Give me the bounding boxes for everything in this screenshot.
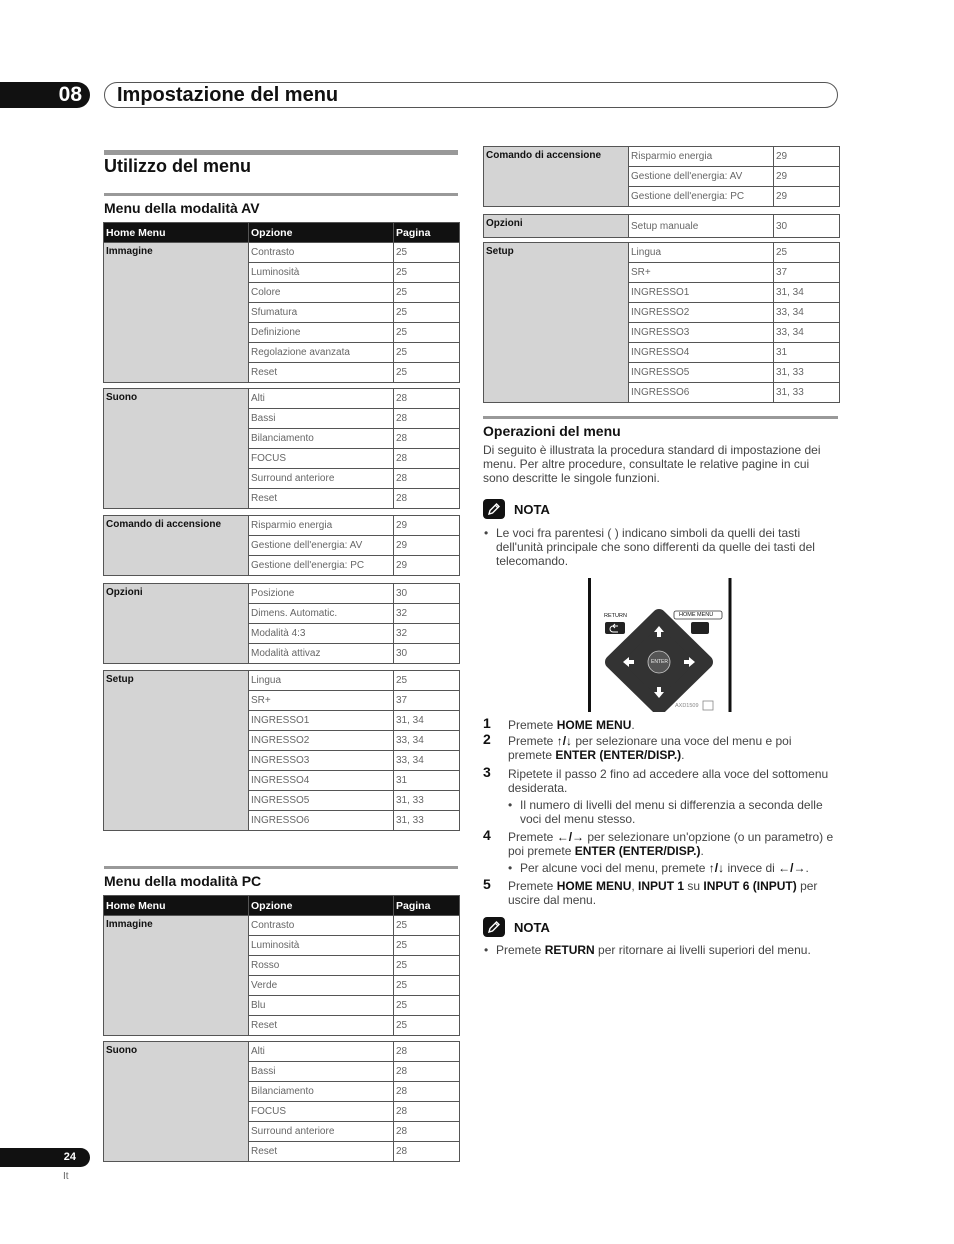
- menu-page: 31: [774, 343, 840, 363]
- menu-category: Opzioni: [484, 215, 629, 238]
- menu-option: Sfumatura: [249, 303, 394, 323]
- menu-page: 37: [394, 691, 460, 711]
- table-row: [484, 147, 840, 167]
- menu-table: [103, 1041, 460, 1162]
- menu-page: 25: [394, 343, 460, 363]
- table-row: [484, 215, 840, 238]
- menu-option: Reset: [249, 489, 394, 509]
- table-header-cell: Home Menu: [104, 896, 249, 916]
- menu-option: Setup manuale: [629, 215, 774, 238]
- menu-category: Opzioni: [104, 584, 249, 664]
- menu-option: INGRESSO4: [249, 771, 394, 791]
- menu-option: Surround anteriore: [249, 1122, 394, 1142]
- menu-option: Modalità attivaz: [249, 644, 394, 664]
- subsection-rule: [104, 866, 458, 869]
- menu-page: 29: [774, 147, 840, 167]
- menu-page: 29: [774, 187, 840, 207]
- menu-option: INGRESSO5: [249, 791, 394, 811]
- av-menu-title: Menu della modalità AV: [104, 200, 260, 216]
- menu-page: 31, 33: [394, 811, 460, 831]
- menu-page: 28: [394, 1142, 460, 1162]
- menu-option: Posizione: [249, 584, 394, 604]
- menu-option: Gestione dell'energia: AV: [249, 536, 394, 556]
- table-row: [104, 516, 460, 536]
- menu-page: 31: [394, 771, 460, 791]
- menu-option: Risparmio energia: [629, 147, 774, 167]
- menu-page: 25: [394, 996, 460, 1016]
- menu-page: 31, 33: [774, 383, 840, 403]
- step-3-note: • Il numero di livelli del menu si differenzia a seconda delle voci del menu stesso.: [508, 798, 823, 826]
- menu-option: Surround anteriore: [249, 469, 394, 489]
- menu-page: 25: [394, 363, 460, 383]
- menu-page: 28: [394, 409, 460, 429]
- step-4-note: • Per alcune voci del menu, premete ↑/↓ invece di ←/→.: [508, 861, 809, 875]
- menu-table: [103, 515, 460, 576]
- menu-category: Comando di accensione: [104, 516, 249, 576]
- left-right-arrows-icon: ←/→: [778, 861, 806, 875]
- menu-option: Colore: [249, 283, 394, 303]
- return-label: RETURN: [604, 613, 627, 619]
- menu-category: Suono: [104, 389, 249, 509]
- menu-option: Reset: [249, 363, 394, 383]
- menu-page: 25: [394, 323, 460, 343]
- left-right-arrows-icon: ←/→: [556, 830, 585, 844]
- menu-option: SR+: [249, 691, 394, 711]
- menu-option: INGRESSO3: [249, 751, 394, 771]
- pencil-icon: [483, 499, 505, 519]
- menu-table: [103, 670, 460, 831]
- enter-label: ENTER: [651, 659, 668, 665]
- menu-page: 25: [394, 956, 460, 976]
- nota-heading: [483, 499, 550, 519]
- step-5: 5 Premete HOME MENU, INPUT 1 su INPUT 6 (INPUT) per uscire dal menu.: [483, 876, 818, 907]
- menu-option: Contrasto: [249, 243, 394, 263]
- chapter-number: 08: [0, 82, 90, 108]
- operations-title: Operazioni del menu: [483, 423, 621, 439]
- menu-option: Lingua: [629, 243, 774, 263]
- menu-option: INGRESSO3: [629, 323, 774, 343]
- nota-bullet-1: • Le voci fra parentesi ( ) indicano simboli da quelli dei tasti dell'unità principale che sono differenti da quelle dei tasti del telecomando.: [484, 526, 838, 568]
- menu-option: Bassi: [249, 1062, 394, 1082]
- menu-table: [483, 214, 840, 238]
- menu-option: Bilanciamento: [249, 429, 394, 449]
- menu-page: 30: [394, 584, 460, 604]
- table-header-cell: Opzione: [249, 223, 394, 243]
- menu-table: [103, 388, 460, 509]
- menu-page: 25: [394, 936, 460, 956]
- menu-page: 28: [394, 1042, 460, 1062]
- table-row: [104, 1042, 460, 1062]
- menu-option: Alti: [249, 1042, 394, 1062]
- table-row: [104, 671, 460, 691]
- step-4: 4 Premete ←/→ per selezionare un'opzione (o un parametro) e poi premete ENTER (ENTER/DISP.).: [483, 827, 834, 858]
- table-row: [104, 243, 460, 263]
- menu-page: 28: [394, 429, 460, 449]
- menu-option: INGRESSO6: [629, 383, 774, 403]
- menu-page: 33, 34: [394, 751, 460, 771]
- nota-label: NOTA: [514, 919, 550, 935]
- menu-page: 30: [394, 644, 460, 664]
- menu-category: Setup: [104, 671, 249, 831]
- menu-page: 37: [774, 263, 840, 283]
- menu-page: 28: [394, 1102, 460, 1122]
- menu-page: 29: [394, 516, 460, 536]
- menu-page: 25: [394, 243, 460, 263]
- step-1: 1 Premete HOME MENU.: [483, 715, 635, 732]
- table-header-cell: Home Menu: [104, 223, 249, 243]
- menu-page: 29: [394, 536, 460, 556]
- menu-option: Gestione dell'energia: PC: [629, 187, 774, 207]
- nota-label: NOTA: [514, 501, 550, 517]
- operations-text: Di seguito è illustrata la procedura standard di impostazione dei menu. Per altre procedure, consultate le relative pagine in cui sono descritte le singole funzioni.: [483, 443, 821, 485]
- menu-option: Gestione dell'energia: AV: [629, 167, 774, 187]
- menu-option: INGRESSO2: [629, 303, 774, 323]
- menu-table: [103, 222, 460, 383]
- menu-page: 31, 33: [394, 791, 460, 811]
- menu-table: [483, 242, 840, 403]
- menu-option: SR+: [629, 263, 774, 283]
- menu-option: Dimens. Automatic.: [249, 604, 394, 624]
- menu-option: Verde: [249, 976, 394, 996]
- table-row: [484, 243, 840, 263]
- menu-option: INGRESSO4: [629, 343, 774, 363]
- menu-page: 25: [394, 263, 460, 283]
- section-rule: [104, 150, 458, 155]
- menu-page: 25: [394, 283, 460, 303]
- menu-option: Modalità 4:3: [249, 624, 394, 644]
- section-title: Utilizzo del menu: [104, 156, 252, 176]
- menu-page: 25: [394, 303, 460, 323]
- menu-option: FOCUS: [249, 1102, 394, 1122]
- menu-table: [483, 146, 840, 207]
- menu-option: FOCUS: [249, 449, 394, 469]
- menu-option: Risparmio energia: [249, 516, 394, 536]
- pc-menu-title: Menu della modalità PC: [104, 873, 262, 889]
- menu-page: 28: [394, 1062, 460, 1082]
- nota-heading-2: [483, 917, 550, 937]
- nota-bullet-2: • Premete RETURN per ritornare ai livelli superiori del menu.: [484, 943, 811, 957]
- menu-page: 32: [394, 604, 460, 624]
- menu-option: Lingua: [249, 671, 394, 691]
- step-3: 3 Ripetete il passo 2 fino ad accedere alla voce del sottomenu desiderata.: [483, 764, 829, 795]
- table-row: [104, 584, 460, 604]
- menu-option: Contrasto: [249, 916, 394, 936]
- menu-option: Luminosità: [249, 263, 394, 283]
- menu-option: Bilanciamento: [249, 1082, 394, 1102]
- menu-option: Reset: [249, 1016, 394, 1036]
- menu-page: 28: [394, 389, 460, 409]
- chapter-title: Impostazione del menu: [104, 82, 838, 108]
- up-down-arrows-icon: ↑/↓: [708, 861, 725, 875]
- menu-page: 28: [394, 489, 460, 509]
- menu-option: INGRESSO5: [629, 363, 774, 383]
- menu-option: INGRESSO1: [629, 283, 774, 303]
- menu-page: 28: [394, 1122, 460, 1142]
- menu-page: 31, 34: [394, 711, 460, 731]
- page-number: 24: [0, 1148, 90, 1167]
- step-2: 2 Premete ↑/↓ per selezionare una voce del menu e poi premete ENTER (ENTER/DISP.).: [483, 731, 792, 762]
- menu-page: 25: [394, 976, 460, 996]
- menu-page: 25: [774, 243, 840, 263]
- menu-page: 29: [774, 167, 840, 187]
- subsection-rule: [104, 193, 458, 196]
- menu-page: 28: [394, 469, 460, 489]
- menu-page: 28: [394, 449, 460, 469]
- menu-option: Blu: [249, 996, 394, 1016]
- nota-text-1: Le voci fra parentesi ( ) indicano simboli da quelli dei tasti dell'unità principale che sono differenti da quelle dei tasti del telecomando.: [496, 526, 815, 568]
- menu-page: 32: [394, 624, 460, 644]
- up-down-arrows-icon: ↑/↓: [556, 734, 573, 748]
- menu-page: 29: [394, 556, 460, 576]
- menu-category: Comando di accensione: [484, 147, 629, 207]
- menu-option: Gestione dell'energia: PC: [249, 556, 394, 576]
- table-row: [104, 389, 460, 409]
- language-code: It: [63, 1171, 69, 1182]
- subsection-rule: [483, 416, 838, 419]
- menu-category: Setup: [484, 243, 629, 403]
- table-header-cell: Pagina: [394, 896, 460, 916]
- menu-category: Suono: [104, 1042, 249, 1162]
- menu-page: 28: [394, 1082, 460, 1102]
- menu-option: INGRESSO6: [249, 811, 394, 831]
- menu-option: Alti: [249, 389, 394, 409]
- home-menu-label: HOME MENU: [679, 612, 714, 618]
- menu-page: 25: [394, 671, 460, 691]
- menu-option: Rosso: [249, 956, 394, 976]
- pencil-icon: [483, 917, 505, 937]
- menu-option: Bassi: [249, 409, 394, 429]
- menu-option: Reset: [249, 1142, 394, 1162]
- menu-page: 31, 34: [774, 283, 840, 303]
- table-row: [104, 916, 460, 936]
- menu-option: Regolazione avanzata: [249, 343, 394, 363]
- menu-page: 30: [774, 215, 840, 238]
- menu-page: 33, 34: [774, 323, 840, 343]
- menu-option: INGRESSO2: [249, 731, 394, 751]
- menu-table: [103, 895, 460, 1036]
- menu-page: 33, 34: [774, 303, 840, 323]
- remote-illustration: [588, 578, 732, 712]
- table-header-cell: Opzione: [249, 896, 394, 916]
- menu-page: 25: [394, 916, 460, 936]
- menu-page: 31, 33: [774, 363, 840, 383]
- menu-page: 25: [394, 1016, 460, 1036]
- table-header-cell: Pagina: [394, 223, 460, 243]
- menu-option: INGRESSO1: [249, 711, 394, 731]
- menu-page: 33, 34: [394, 731, 460, 751]
- menu-category: Immagine: [104, 916, 249, 1036]
- remote-code: AXD1509: [675, 703, 699, 709]
- menu-table: [103, 583, 460, 664]
- menu-option: Luminosità: [249, 936, 394, 956]
- menu-option: Definizione: [249, 323, 394, 343]
- menu-category: Immagine: [104, 243, 249, 383]
